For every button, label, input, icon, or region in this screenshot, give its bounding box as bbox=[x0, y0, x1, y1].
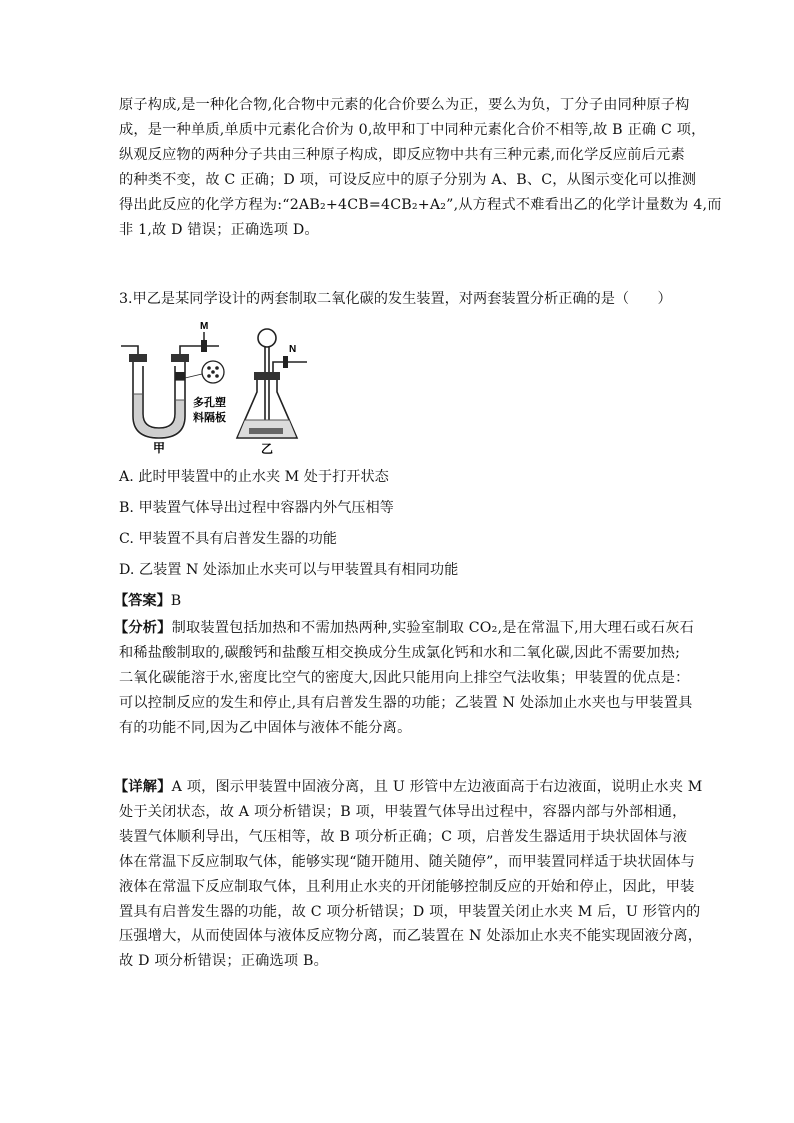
intro-paragraph bbox=[119, 93, 722, 242]
intro-line: 非 1,故 D 错误；正确选项 D。 bbox=[119, 221, 319, 238]
detail-line: 置具有启普发生器的功能，故 C 项分析错误；D 项，甲装置关闭止水夹 M 后，U 形管内的 bbox=[119, 903, 701, 920]
right-stopper bbox=[171, 354, 189, 362]
detail-line: 体在常温下反应制取气体，能够实现“随开随用、随关随停”，而甲装置同样适于块状固体与 bbox=[119, 853, 696, 870]
answer-line bbox=[114, 591, 181, 611]
label-n: N bbox=[289, 344, 297, 355]
detail-line-first bbox=[114, 775, 703, 800]
option-d: D. 乙装置 N 处添加止水夹可以与甲装置具有相同功能 bbox=[119, 562, 459, 578]
label-jia: 甲 bbox=[153, 441, 166, 455]
analysis-tag: 【分析】 bbox=[114, 620, 172, 636]
detail-text: A 项，图示甲装置中固液分离，且 U 形管中左边液面高于右边液面，说明止水夹 M bbox=[171, 779, 703, 795]
answer-tag: 【答案】 bbox=[114, 593, 171, 609]
question-title: 3.甲乙是某同学设计的两套制取二氧化碳的发生装置，对两套装置分析正确的是（ ） bbox=[119, 291, 672, 307]
label-yi: 乙 bbox=[261, 442, 274, 456]
apparatus-diagram bbox=[119, 316, 319, 456]
intro-line: 得出此反应的化学方程为:“2AB₂+4CB=4CB₂+A₂”,从方程式不难看出乙的化学计量数为 4,而 bbox=[119, 196, 722, 213]
analysis-line: 可以控制反应的发生和停止,具有启普发生器的功能；乙装置 N 处添加止水夹也与甲装置具 bbox=[119, 694, 693, 711]
detail-line: 装置气体顺利导出，气压相等，故 B 项分析正确；C 项，启普发生器适用于块状固体与液 bbox=[119, 828, 688, 845]
label-m: M bbox=[200, 321, 209, 332]
analysis-line: 二氧化碳能溶于水,密度比空气的密度大,因此只能用向上排空气法收集；甲装置的优点是： bbox=[119, 669, 690, 686]
flask-stopper bbox=[254, 372, 280, 380]
solid-block bbox=[175, 372, 185, 380]
detail-paragraph bbox=[114, 775, 703, 974]
analysis-line-first bbox=[114, 616, 694, 641]
label-plate-1: 多孔塑 bbox=[193, 396, 226, 409]
answer-value: B bbox=[170, 593, 182, 609]
left-stopper bbox=[129, 354, 147, 362]
option-c: C. 甲装置不具有启普发生器的功能 bbox=[119, 531, 337, 547]
intro-line: 成，是一种单质,单质中元素化合价为 0,故甲和丁中同种元素化合价不相等,故 B 正确 C 项， bbox=[119, 121, 706, 138]
intro-line: 原子构成,是一种化合物,化合物中元素的化合价要么为正，要么为负，丁分子由同种原子构 bbox=[119, 97, 690, 113]
detail-line: 液体在常温下反应制取气体，且利用止水夹的开闭能够控制反应的开始和停止，因此，甲装 bbox=[119, 878, 695, 895]
clamp-m bbox=[201, 340, 207, 352]
detail-line: 处于关闭状态，故 A 项分析错误；B 项，甲装置气体导出过程中，容器内部与外部相通， bbox=[119, 803, 687, 820]
label-plate-2: 料隔板 bbox=[193, 411, 226, 424]
detail-line: 压强增大，从而使固体与液体反应物分离，而乙装置在 N 处添加止水夹不能实现固液分离， bbox=[119, 928, 703, 945]
detail-line: 故 D 项分析错误；正确选项 B。 bbox=[119, 953, 328, 970]
analysis-line: 有的功能不同,因为乙中固体与液体不能分离。 bbox=[119, 719, 412, 736]
apparatus-figure bbox=[119, 316, 319, 456]
option-a: A. 此时甲装置中的止水夹 M 处于打开状态 bbox=[119, 469, 389, 485]
option-b: B. 甲装置气体导出过程中容器内外气压相等 bbox=[119, 500, 394, 516]
clamp-n bbox=[283, 356, 288, 368]
analysis-line: 和稀盐酸制取的,碳酸钙和盐酸互相交换成分生成氯化钙和水和二氧化碳,因此不需要加热; bbox=[119, 644, 681, 661]
flask-solids bbox=[249, 428, 283, 434]
analysis-text: 制取装置包括加热和不需加热两种,实验室制取 CO₂,是在常温下,用大理石或石灰石 bbox=[171, 620, 694, 636]
intro-line: 纵观反应物的两种分子共由三种原子构成，即反应物中共有三种元素,而化学反应前后元素 bbox=[119, 146, 685, 163]
analysis-paragraph bbox=[114, 616, 694, 741]
intro-line: 的种类不变，故 C 正确；D 项，可设反应中的原子分别为 A、B、C，从图示变化可以推测 bbox=[119, 171, 697, 188]
detail-tag: 【详解】 bbox=[114, 779, 172, 795]
